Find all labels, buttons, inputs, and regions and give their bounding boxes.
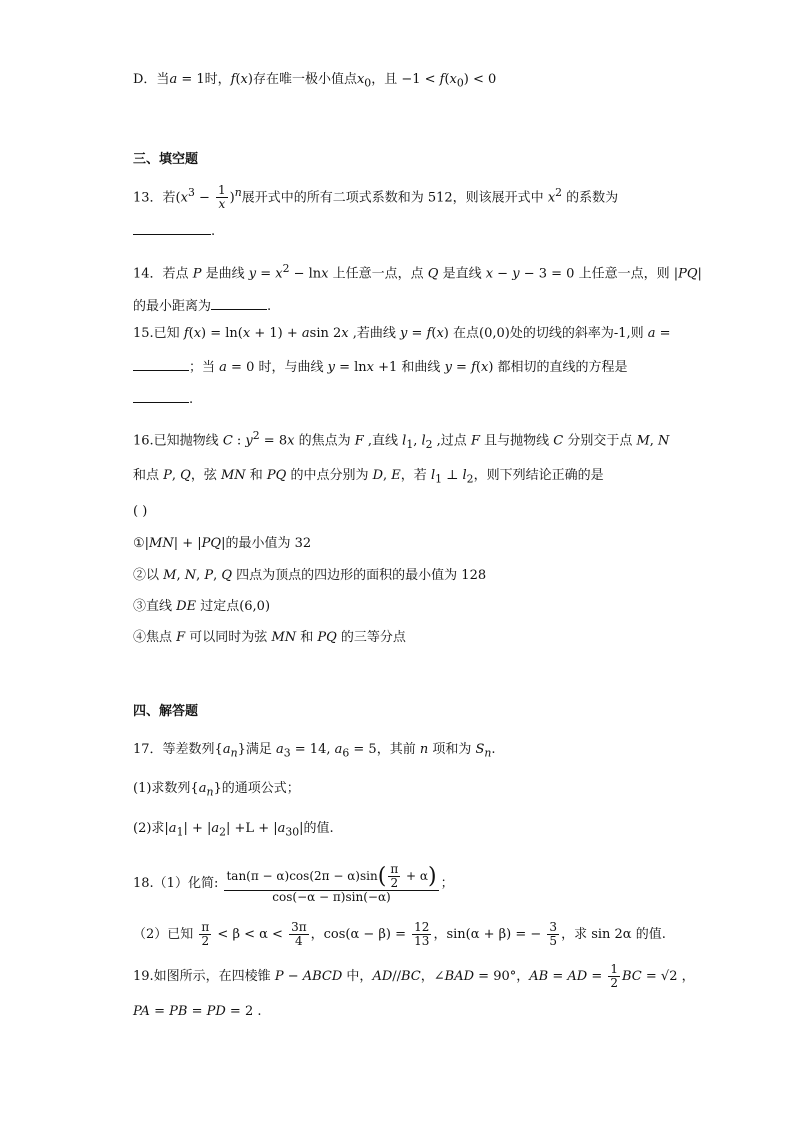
- question-17: 17．等差数列$\{a_n\}$满足 $a_3 = 14$, $a_6 = 5$，其前 n 项和为 $S_n$.: [133, 742, 496, 760]
- question-13: 13．若($x^3$ − $\frac{1}{x}$ )$^n$展开式中的所有二项式系数和为 512，则该展开式中 $x^2$ 的系数为: [133, 183, 619, 212]
- question-19-line-2: PA = PB = PD = 2 .: [133, 1004, 262, 1019]
- question-16-line-2: 和点 P, Q，弦 MN 和 PQ 的中点分别为 D, E，若 $l_1$ ⊥ $l_2$，则下列结论正确的是: [133, 468, 604, 486]
- question-16-option-1: ①|MN| + |PQ|的最小值为 32: [133, 536, 312, 551]
- question-14-line-1: 14．若点 P 是曲线 $y = x^2 - \ln x$ 上任意一点，点 Q 是直线 x − y − 3 = 0 上任意一点，则 |PQ|: [133, 262, 702, 282]
- question-16-option-4: ④焦点 F 可以同时为弦 MN 和 PQ 的三等分点: [133, 630, 406, 645]
- question-16-option-3: ③直线 DE 过定点(6,0): [133, 599, 271, 614]
- question-16-answer-parens: ( ): [133, 504, 148, 519]
- question-19-line-1: 19.如图所示，在四棱锥 P − ABCD 中，AD//BC，∠BAD = 90°，AB = AD = $\frac{1}{2}$ BC = √2 ，: [133, 962, 695, 990]
- question-15-line-1: 15.已知 f(x) = ln(x + 1) + asin 2x ,若曲线 y = f(x) 在点(0,0)处的切线的斜率为-1,则 a =: [133, 326, 671, 341]
- question-17-part-1: (1)求数列$\{a_n\}$的通项公式；: [133, 781, 300, 799]
- section-heading-answer: 四、解答题: [133, 704, 199, 719]
- question-15-line-3: .: [133, 390, 193, 409]
- section-heading-fill-in: 三、填空题: [133, 152, 199, 167]
- question-13-blank: .: [133, 222, 215, 241]
- question-16-line-1: 16.已知抛物线 C : $y^2 = 8x$ 的焦点为 F ,直线 $l_1$, $l_2$ ,过点 F 且与抛物线 C 分别交于点 M, N: [133, 429, 670, 451]
- question-18-part-1: 18.（1）化简: tan(π − α)cos(2π − α)sin( $\frac{\pi}{2}$ + α) cos(−α − π)sin(−α) ；: [133, 862, 454, 904]
- question-17-part-2: (2)求$|a_1| + |a_2| +L + |a_{30}|$的值.: [133, 821, 334, 839]
- question-18-part-2: （2）已知 $\frac{\pi}{2}$ < β < α < $\frac{3\pi}{4}$ ，cos(α − β) = $\frac{12}{13}$ ，sin(α + β) = − $\frac{3}{5}$ ，求 sin 2α 的值.: [133, 920, 666, 948]
- question-14-line-2: 的最小距离为 .: [133, 299, 272, 314]
- question-15-line-2: ；当 a = 0 时，与曲线 y = lnx +1 和曲线 y = f(x) 都相切的直线的方程是: [133, 358, 628, 377]
- question-16-option-2: ②以 M, N, P, Q 四点为顶点的四边形的面积的最小值为 128: [133, 568, 487, 583]
- option-d: D．当a = 1时，f(x)存在唯一极小值点$x_0$，且 $-1 < f(x_0) < 0$: [133, 72, 497, 90]
